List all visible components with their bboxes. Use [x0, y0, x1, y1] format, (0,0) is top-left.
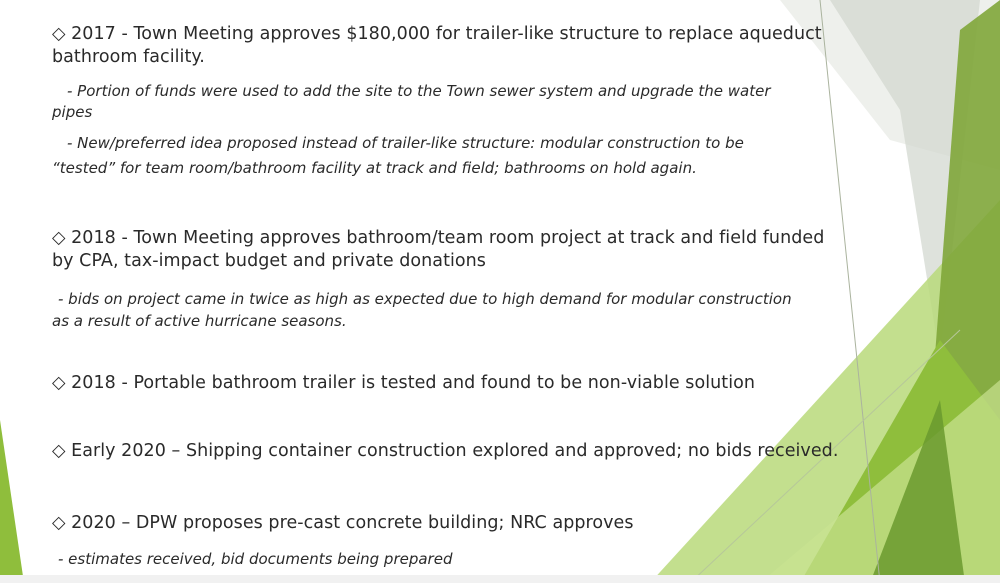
entry-2017-line-1: ◇ 2017 - Town Meeting approves $180,000 for trailer-like structure to replace aqueduct	[52, 24, 822, 44]
bottom-edge-bar	[0, 575, 1000, 583]
entry-2017-line-2: bathroom facility.	[52, 47, 205, 67]
entry-2017-sub-2-line-2: “tested” for team room/bathroom facility at track and field; bathrooms on hold again.	[52, 159, 697, 177]
entry-2018-a-line-1: ◇ 2018 - Town Meeting approves bathroom/team room project at track and field funded	[52, 228, 825, 248]
entry-2018-a-sub-line-1: - bids on project came in twice as high as expected due to high demand for modular construction	[58, 290, 792, 308]
entry-2017-sub-1-line-1: - Portion of funds were used to add the site to the Town sewer system and upgrade the water	[67, 82, 771, 100]
entry-2018-b: ◇ 2018 - Portable bathroom trailer is tested and found to be non-viable solution	[52, 373, 755, 393]
entry-early-2020: ◇ Early 2020 – Shipping container construction explored and approved; no bids received.	[52, 441, 839, 461]
entry-2017-sub-2-line-1: - New/preferred idea proposed instead of trailer-like structure: modular construction to be	[67, 134, 744, 152]
entry-2017-sub-1-line-2: pipes	[52, 103, 93, 121]
entry-2018-a-sub-line-2: as a result of active hurricane seasons.	[52, 312, 347, 330]
entry-2018-a-line-2: by CPA, tax-impact budget and private donations	[52, 251, 486, 271]
entry-2020: ◇ 2020 – DPW proposes pre-cast concrete building; NRC approves	[52, 513, 634, 533]
entry-2020-sub: - estimates received, bid documents being prepared	[58, 550, 453, 568]
